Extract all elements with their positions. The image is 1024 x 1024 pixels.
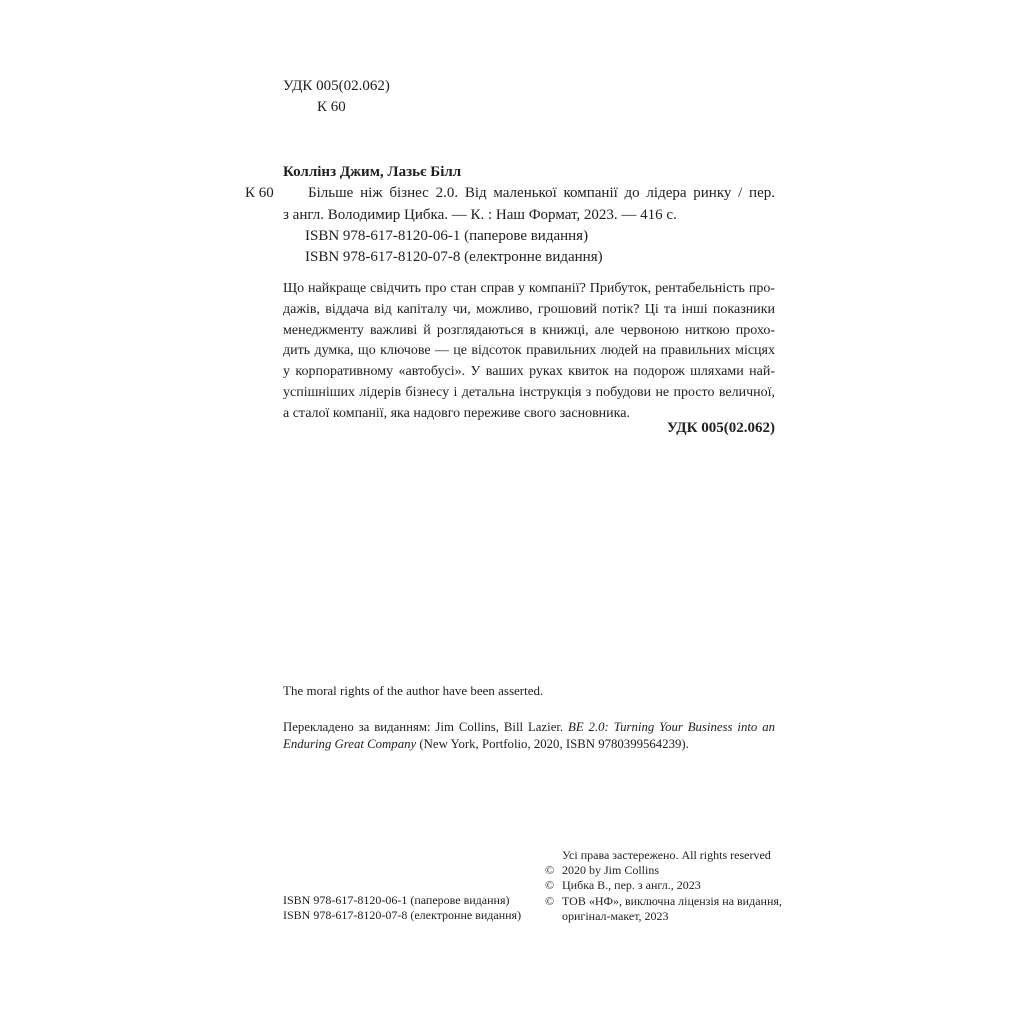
original-title-part2: Enduring Great Company [283, 737, 417, 751]
rights-reserved-text: Усі права застережено. All rights reserved [562, 848, 771, 862]
copyright-row [545, 894, 785, 909]
copyright-text: ТОВ «НФ», виключна ліцензія на видання, [562, 893, 782, 908]
classification-index: К 60 [317, 99, 346, 115]
authors-line: Коллінз Джим, Лазьє Білл [283, 164, 462, 180]
translation-source-normal: Перекладено за виданням: Jim Collins, Bill Lazier. [283, 720, 569, 734]
annotation-line: менеджменту важливі й розглядаються в книжці, але червоною ниткою прохо- [283, 322, 775, 338]
translation-source-line2 [283, 736, 775, 753]
copyright-row [545, 878, 785, 893]
header-udc-block [283, 76, 390, 118]
cip-title-row [245, 183, 775, 204]
copyright-text: Цибка В., пер. з англ., 2023 [562, 878, 701, 893]
copyright-text: 2020 by Jim Collins [562, 863, 660, 878]
footer-isbn-paper: ISBN 978-617-8120-06-1 (паперове видання) [283, 893, 510, 907]
annotation-line: дить думка, що ключове — це відсоток правильних людей на правильних місцях [283, 343, 775, 359]
copyright-text: оригінал-макет, 2023 [562, 908, 669, 923]
cip-isbn-electronic: ISBN 978-617-8120-07-8 (електронне видання) [305, 249, 603, 266]
original-title-part1: BE 2.0: Turning Your Business into an [568, 720, 776, 734]
footer-isbn-electronic: ISBN 978-617-8120-07-8 (електронне видання) [283, 908, 522, 923]
cip-block [245, 162, 775, 268]
cip-isbn-paper: ISBN 978-617-8120-06-1 (паперове видання) [305, 227, 589, 244]
copyright-symbol: © [545, 878, 555, 893]
udc-footnote: УДК 005(02.062) [666, 420, 775, 436]
annotation-paragraph [283, 279, 775, 425]
annotation-line-last: а сталої компанії, яка надовго переживе свого засновника. [283, 405, 630, 421]
cip-title-line2: з англ. Володимир Цибка. — К. : Наш Формат, 2023. — 416 с. [283, 206, 677, 223]
translation-source-imprint: (New York, Portfolio, 2020, ISBN 9780399564239). [416, 737, 689, 751]
footer-copyright-block [545, 848, 785, 924]
cip-index: К 60 [245, 185, 274, 202]
annotation-line: у корпоративному «автобусі». У ваших руках квиток на подорож шляхами най- [283, 364, 775, 380]
annotation-line: Що найкраще свідчить про стан справ у компанії? Прибуток, рентабельність про- [283, 281, 775, 296]
copyright-symbol-empty [545, 848, 562, 863]
translation-source-block [283, 719, 775, 753]
copyright-symbol-empty [545, 909, 562, 924]
copyright-symbol: © [545, 863, 555, 878]
rights-reserved-row [545, 848, 785, 863]
footer-isbn-block [283, 893, 521, 924]
copyright-symbol: © [545, 893, 555, 908]
annotation-line: успішніших лідерів бізнесу і детальна інструкція з побудови не просто величної, [283, 384, 775, 400]
moral-rights-line: The moral rights of the author have been asserted. [283, 683, 544, 698]
copyright-row [545, 863, 785, 878]
udc-number: УДК 005(02.062) [283, 78, 390, 94]
copyright-continuation-row [545, 909, 785, 924]
annotation-line: дажів, віддача від капіталу чи, можливо, грошовий потік? Ці та інші показники [283, 301, 775, 317]
cip-title-line1: Більше ніж бізнес 2.0. Від маленької компанії до лідера ринку / пер. [308, 185, 775, 202]
translation-source-line1 [283, 719, 775, 736]
